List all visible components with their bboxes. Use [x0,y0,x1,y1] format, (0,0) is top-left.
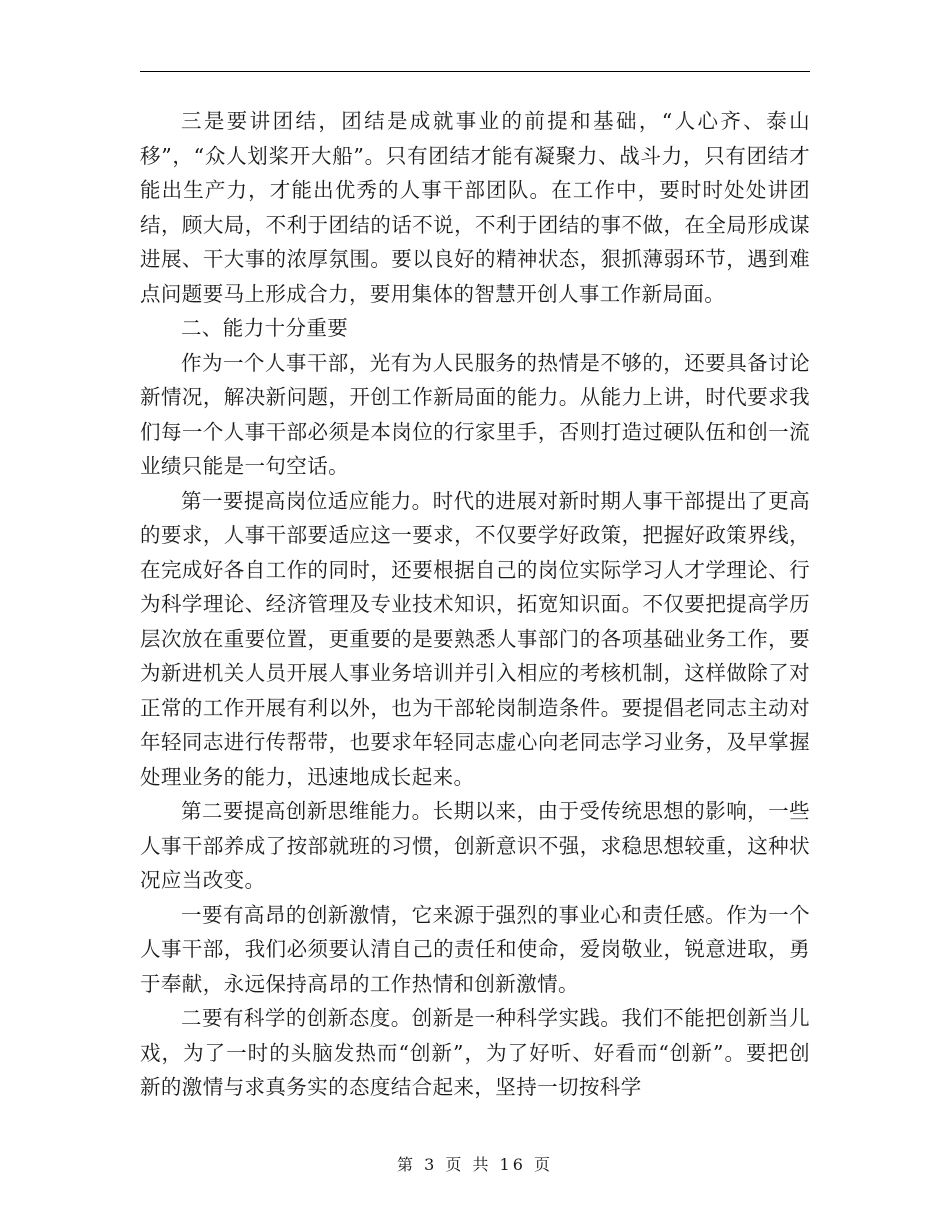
paragraph-job-adaptation: 第一要提高岗位适应能力。时代的进展对新时期人事干部提出了更高的要求，人事干部要适应这一要求，不仅要学好政策，把握好政策界线，在完成好各自工作的同时，还要根据自己的岗位实际学习人才学理论、行为科学理论、经济管理及专业技术知识，拓宽知识面。不仅要把提高学历层次放在重要位置，更重要的是要熟悉人事部门的各项基础业务工作，要为新进机关人员开展人事业务培训并引入相应的考核机制，这样做除了对正常的工作开展有利以外，也为干部轮岗制造条件。要提倡老同志主动对年轻同志进行传帮带，也要求年轻同志虚心向老同志学习业务，及早掌握处理业务的能力，迅速地成长起来。 [140,488,810,789]
paragraph-unity: 三是要讲团结，团结是成就事业的前提和基础，“人心齐、泰山移”，“众人划桨开大船”。只有团结才能有凝聚力、战斗力，只有团结才能出生产力，才能出优秀的人事干部团队。在工作中，要时时处处讲团结，顾大局，不利于团结的话不说，不利于团结的事不做，在全局形成谋进展、干大事的浓厚氛围。要以良好的精神状态，狠抓薄弱环节，遇到难点问题要马上形成合力，要用集体的智慧开创人事工作新局面。 [140,109,810,306]
paragraph-innovation-passion: 一要有高昂的创新激情，它来源于强烈的事业心和责任感。作为一个人事干部，我们必须要认清自己的责任和使命，爱岗敬业，锐意进取，勇于奉献，永远保持高昂的工作热情和创新激情。 [140,902,810,996]
paragraph-ability-intro: 作为一个人事干部，光有为人民服务的热情是不够的，还要具备讨论新情况，解决新问题，开创工作新局面的能力。从能力上讲，时代要求我们每一个人事干部必须是本岗位的行家里手，否则打造过硬队伍和创一流业绩只能是一句空话。 [140,350,810,478]
page-number-footer: 第 3 页 共 16 页 [397,1155,553,1174]
paragraph-innovation-thinking: 第二要提高创新思维能力。长期以来，由于受传统思想的影响，一些人事干部养成了按部就班的习惯，创新意识不强，求稳思想较重，这种状况应当改变。 [140,799,810,892]
paragraph-innovation-attitude: 二要有科学的创新态度。创新是一种科学实践。我们不能把创新当儿戏，为了一时的头脑发热而“创新”，为了好听、好看而“创新”。要把创新的激情与求真务实的态度结合起来，坚持一切按科学 [140,1006,810,1099]
header-rule [140,71,810,72]
document-body [140,104,810,1105]
section-heading-ability: 二、能力十分重要 [181,316,349,340]
